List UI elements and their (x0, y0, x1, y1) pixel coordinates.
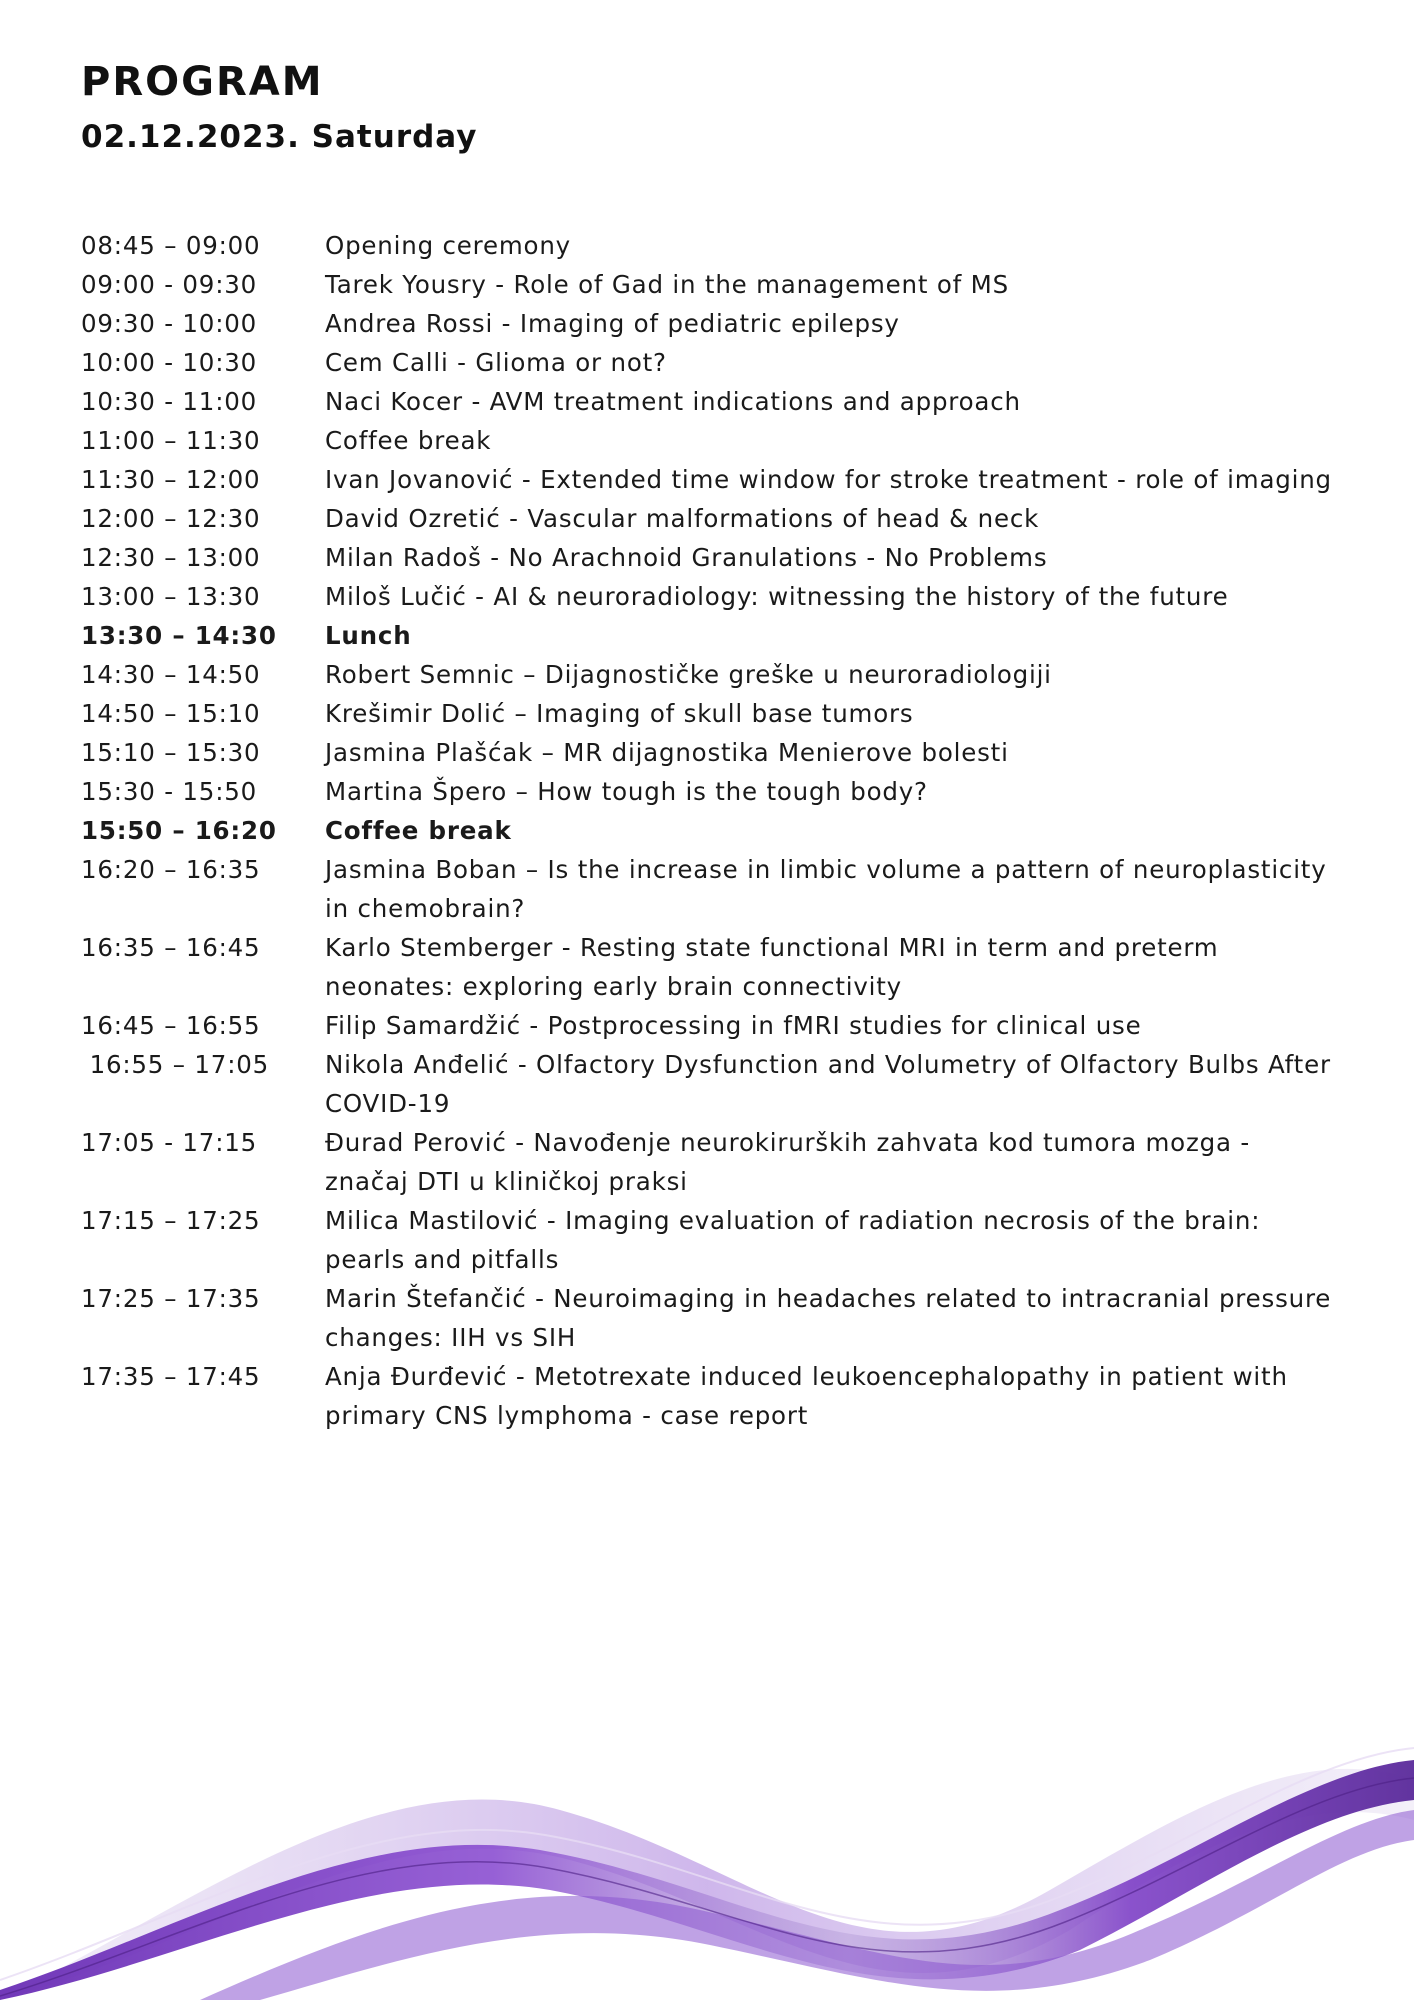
schedule-description: Lunch (325, 621, 412, 650)
schedule-time: 09:30 - 10:00 (81, 309, 258, 338)
schedule-row (81, 382, 1341, 421)
schedule-time: 13:00 – 13:30 (81, 582, 261, 611)
schedule-row (81, 421, 1341, 460)
schedule-row (81, 1357, 1341, 1435)
schedule-row (81, 772, 1341, 811)
schedule-row (81, 226, 1341, 265)
schedule-row (81, 694, 1341, 733)
schedule-description: Marin Štefančić - Neuroimaging in headaches related to intracranial pressure changes: IIH vs SIH (325, 1284, 1332, 1352)
schedule-time: 15:30 - 15:50 (81, 777, 258, 806)
schedule-description: Coffee break (325, 816, 512, 845)
schedule-description: Robert Semnic – Dijagnostičke greške u neuroradiologiji (325, 660, 1052, 689)
schedule-time: 09:00 - 09:30 (81, 270, 258, 299)
schedule-row (81, 499, 1341, 538)
schedule-description: Miloš Lučić - AI & neuroradiology: witnessing the history of the future (325, 582, 1229, 611)
schedule-row (81, 928, 1341, 1006)
schedule-time: 17:25 – 17:35 (81, 1284, 261, 1313)
schedule-description: Anja Đurđević - Metotrexate induced leukoencephalopathy in patient with primary CNS lymphoma - case report (325, 1362, 1288, 1430)
schedule-description: Filip Samardžić - Postprocessing in fMRI studies for clinical use (325, 1011, 1142, 1040)
schedule-time: 16:35 – 16:45 (81, 933, 261, 962)
schedule-description: Krešimir Dolić – Imaging of skull base tumors (325, 699, 914, 728)
schedule-row (81, 265, 1341, 304)
schedule-description: Karlo Stemberger - Resting state functional MRI in term and preterm neonates: exploring early brain connectivity (325, 933, 1219, 1001)
schedule-time: 12:00 – 12:30 (81, 504, 261, 533)
schedule-description: Ivan Jovanović - Extended time window for stroke treatment - role of imaging (325, 465, 1332, 494)
schedule-row (81, 1045, 1341, 1123)
schedule-row (81, 811, 1341, 850)
schedule-time: 08:45 – 09:00 (81, 231, 261, 260)
schedule-time: 15:50 – 16:20 (81, 816, 277, 845)
schedule-time: 14:50 – 15:10 (81, 699, 261, 728)
schedule-description: Naci Kocer - AVM treatment indications and approach (325, 387, 1021, 416)
schedule-time: 13:30 – 14:30 (81, 621, 277, 650)
schedule-row (81, 538, 1341, 577)
schedule-row (81, 733, 1341, 772)
wave-ribbon-back (0, 1769, 1414, 2000)
schedule-description: Tarek Yousry - Role of Gad in the management of MS (325, 270, 1009, 299)
schedule-time: 10:30 - 11:00 (81, 387, 258, 416)
schedule-row (81, 1279, 1341, 1357)
schedule-row (81, 850, 1341, 928)
page-title: PROGRAM (81, 59, 324, 105)
schedule-row (81, 655, 1341, 694)
schedule-row (81, 1123, 1341, 1201)
schedule-time: 10:00 - 10:30 (81, 348, 258, 377)
schedule-time: 16:55 – 17:05 (81, 1050, 270, 1079)
schedule-row (81, 460, 1341, 499)
program-date: 02.12.2023. Saturday (81, 119, 478, 155)
schedule-time: 12:30 – 13:00 (81, 543, 261, 572)
schedule-description: Martina Špero – How tough is the tough body? (325, 777, 928, 806)
schedule-time: 11:00 – 11:30 (81, 426, 261, 455)
decorative-wave-graphic (0, 1700, 1414, 2000)
schedule-description: Milan Radoš - No Arachnoid Granulations - No Problems (325, 543, 1048, 572)
schedule-description: Opening ceremony (325, 231, 571, 260)
schedule-time: 11:30 – 12:00 (81, 465, 261, 494)
schedule-description: Jasmina Plašćak – MR dijagnostika Menierove bolesti (325, 738, 1009, 767)
schedule-time: 15:10 – 15:30 (81, 738, 261, 767)
schedule-row (81, 1006, 1341, 1045)
schedule-description: Jasmina Boban – Is the increase in limbic volume a pattern of neuroplasticity in chemobrain? (325, 855, 1327, 923)
schedule-description: Đurad Perović - Navođenje neurokirurških zahvata kod tumora mozga - značaj DTI u kliničkoj praksi (325, 1128, 1251, 1196)
schedule-row (81, 343, 1341, 382)
schedule-row (81, 1201, 1341, 1279)
schedule-time: 16:45 – 16:55 (81, 1011, 261, 1040)
schedule-time: 17:35 – 17:45 (81, 1362, 261, 1391)
schedule-time: 14:30 – 14:50 (81, 660, 261, 689)
schedule-description: Cem Calli - Glioma or not? (325, 348, 667, 377)
schedule-row (81, 616, 1341, 655)
schedule-row (81, 304, 1341, 343)
schedule-description: Coffee break (325, 426, 492, 455)
schedule-description: David Ozretić - Vascular malformations of head & neck (325, 504, 1040, 533)
schedule-description: Nikola Anđelić - Olfactory Dysfunction and Volumetry of Olfactory Bulbs After COVID-19 (325, 1050, 1331, 1118)
schedule-list (81, 226, 1341, 1435)
schedule-row (81, 577, 1341, 616)
schedule-time: 17:05 - 17:15 (81, 1128, 258, 1157)
schedule-time: 16:20 – 16:35 (81, 855, 261, 884)
schedule-description: Milica Mastilović - Imaging evaluation of radiation necrosis of the brain: pearls and pitfalls (325, 1206, 1261, 1274)
schedule-description: Andrea Rossi - Imaging of pediatric epilepsy (325, 309, 900, 338)
schedule-time: 17:15 – 17:25 (81, 1206, 261, 1235)
